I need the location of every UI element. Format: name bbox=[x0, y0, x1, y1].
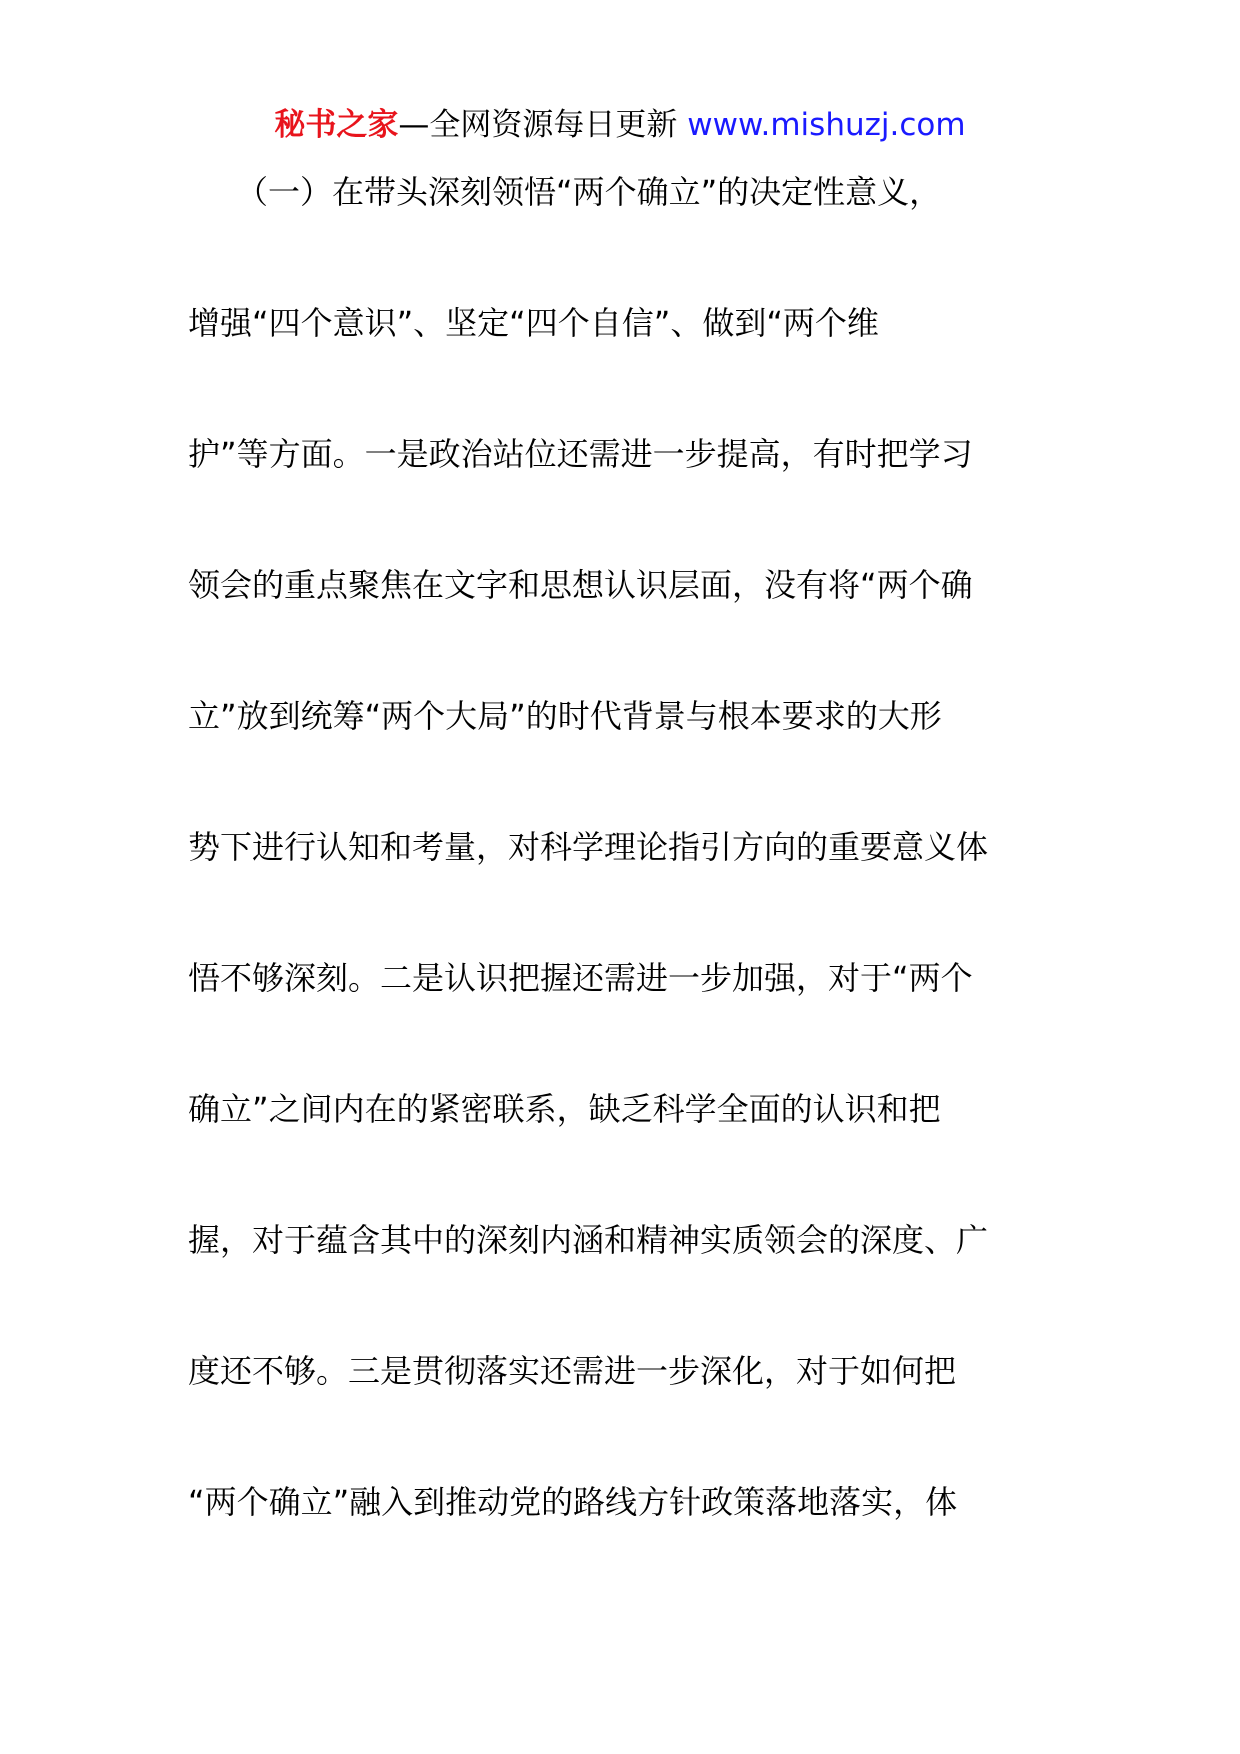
text-line-7: 悟不够深刻。二是认识把握还需进一步加强，对于“两个 bbox=[188, 959, 973, 997]
text-line-4: 领会的重点聚焦在文字和思想认识层面，没有将“两个确 bbox=[188, 566, 973, 604]
text-line-5: 立”放到统筹“两个大局”的时代背景与根本要求的大形 bbox=[188, 697, 942, 735]
text-line-6: 势下进行认知和考量，对科学理论指引方向的重要意义体 bbox=[188, 828, 989, 866]
text-line-1: （一）在带头深刻领悟“两个确立”的决定性意义， bbox=[188, 173, 942, 211]
text-line-8: 确立”之间内在的紧密联系，缺乏科学全面的认识和把 bbox=[188, 1090, 941, 1128]
page-header bbox=[0, 100, 1240, 150]
text-line-3: 护”等方面。一是政治站位还需进一步提高，有时把学习 bbox=[188, 435, 973, 473]
text-line-2: 增强“四个意识”、坚定“四个自信”、做到“两个维 bbox=[188, 304, 879, 342]
header-brand: 秘书之家 bbox=[274, 107, 399, 143]
text-line-11: “两个确立”融入到推动党的路线方针政策落地落实，体 bbox=[188, 1483, 958, 1521]
header-tagline: —全网资源每日更新 bbox=[398, 107, 678, 143]
document-body bbox=[188, 166, 1028, 1607]
text-line-10: 度还不够。三是贯彻落实还需进一步深化，对于如何把 bbox=[188, 1352, 957, 1390]
text-line-9: 握，对于蕴含其中的深刻内涵和精神实质领会的深度、广 bbox=[188, 1221, 989, 1259]
header-url-link[interactable]: www.mishuzj.com bbox=[687, 107, 966, 143]
